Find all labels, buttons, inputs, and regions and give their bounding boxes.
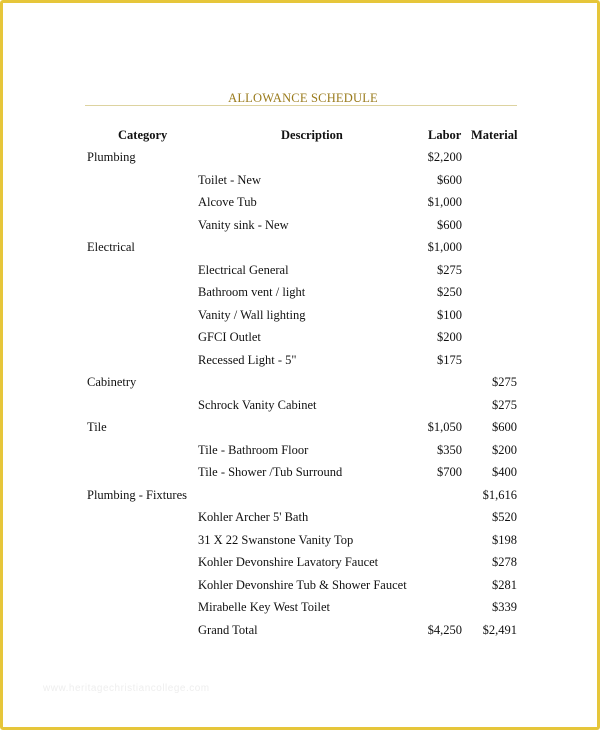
cell-labor: $1,000 — [427, 195, 462, 209]
table-row — [3, 506, 600, 529]
cell-category: Plumbing - Fixtures — [87, 487, 188, 502]
cell-material: $520 — [492, 510, 517, 524]
cell-material: $600 — [492, 420, 517, 434]
table-row — [3, 529, 600, 552]
cell-material: $278 — [492, 555, 517, 569]
table-row — [3, 169, 600, 192]
cell-category: Electrical — [87, 240, 135, 254]
cell-labor: $100 — [437, 307, 462, 322]
cell-labor: $275 — [437, 262, 462, 277]
table-row — [3, 236, 600, 259]
cell-category: Plumbing — [87, 150, 136, 164]
table-row — [3, 349, 600, 372]
cell-description: Schrock Vanity Cabinet — [198, 397, 317, 412]
cell-material: $275 — [492, 397, 517, 412]
cell-description: 31 X 22 Swanstone Vanity Top — [198, 532, 354, 547]
cell-description: Vanity sink - New — [198, 217, 289, 232]
header-labor: Labor — [428, 128, 462, 142]
cell-labor: $350 — [437, 442, 462, 457]
table-row — [3, 281, 600, 304]
watermark-text: www.heritagechristiancollege.com — [43, 683, 210, 694]
cell-description: Toilet - New — [198, 172, 261, 187]
cell-description: Bathroom vent / light — [198, 285, 306, 299]
cell-description: Alcove Tub — [198, 195, 257, 209]
cell-labor: $1,050 — [427, 420, 462, 434]
table-row — [3, 146, 600, 169]
cell-category: Tile — [87, 420, 107, 434]
cell-category: Cabinetry — [87, 375, 137, 389]
cell-labor: $2,200 — [427, 150, 462, 164]
cell-labor: $600 — [437, 217, 462, 232]
table-row — [3, 214, 600, 237]
cell-material: $2,491 — [482, 622, 517, 637]
cell-description: Kohler Devonshire Tub & Shower Faucet — [198, 577, 407, 592]
cell-description: Recessed Light - 5" — [198, 352, 297, 367]
cell-description: Mirabelle Key West Toilet — [198, 600, 331, 614]
allowance-table — [3, 146, 600, 641]
cell-labor: $1,000 — [427, 240, 462, 254]
header-category: Category — [118, 128, 168, 142]
cell-labor: $250 — [437, 285, 462, 299]
cell-description: GFCI Outlet — [198, 330, 261, 344]
cell-labor: $700 — [437, 465, 462, 479]
cell-labor: $600 — [437, 172, 462, 187]
table-row — [3, 394, 600, 417]
cell-description: Kohler Archer 5' Bath — [198, 510, 309, 524]
title-divider — [85, 105, 517, 106]
header-description: Description — [281, 128, 343, 142]
cell-labor: $175 — [437, 352, 462, 367]
table-row — [3, 551, 600, 574]
table-row — [3, 259, 600, 282]
table-row — [3, 191, 600, 214]
header-material: Material — [471, 128, 518, 142]
cell-description: Kohler Devonshire Lavatory Faucet — [198, 555, 379, 569]
table-row — [3, 416, 600, 439]
table-row — [3, 461, 600, 484]
document-title: ALLOWANCE SCHEDULE — [228, 91, 378, 105]
cell-description: Tile - Bathroom Floor — [198, 442, 309, 457]
table-row — [3, 304, 600, 327]
cell-description: Tile - Shower /Tub Surround — [198, 465, 343, 479]
cell-material: $1,616 — [482, 487, 517, 502]
cell-labor: $4,250 — [427, 622, 462, 637]
cell-material: $200 — [492, 442, 517, 457]
table-row — [3, 371, 600, 394]
cell-labor: $200 — [437, 330, 462, 344]
cell-material: $275 — [492, 375, 517, 389]
table-row — [3, 619, 600, 642]
table-row — [3, 574, 600, 597]
cell-material: $400 — [492, 465, 517, 479]
cell-description: Grand Total — [198, 622, 258, 637]
cell-description: Electrical General — [198, 262, 289, 277]
table-row — [3, 596, 600, 619]
cell-material: $198 — [492, 532, 517, 547]
cell-material: $339 — [492, 600, 517, 614]
table-row — [3, 439, 600, 462]
table-row — [3, 326, 600, 349]
cell-description: Vanity / Wall lighting — [198, 307, 306, 322]
table-row — [3, 484, 600, 507]
cell-material: $281 — [492, 577, 517, 592]
